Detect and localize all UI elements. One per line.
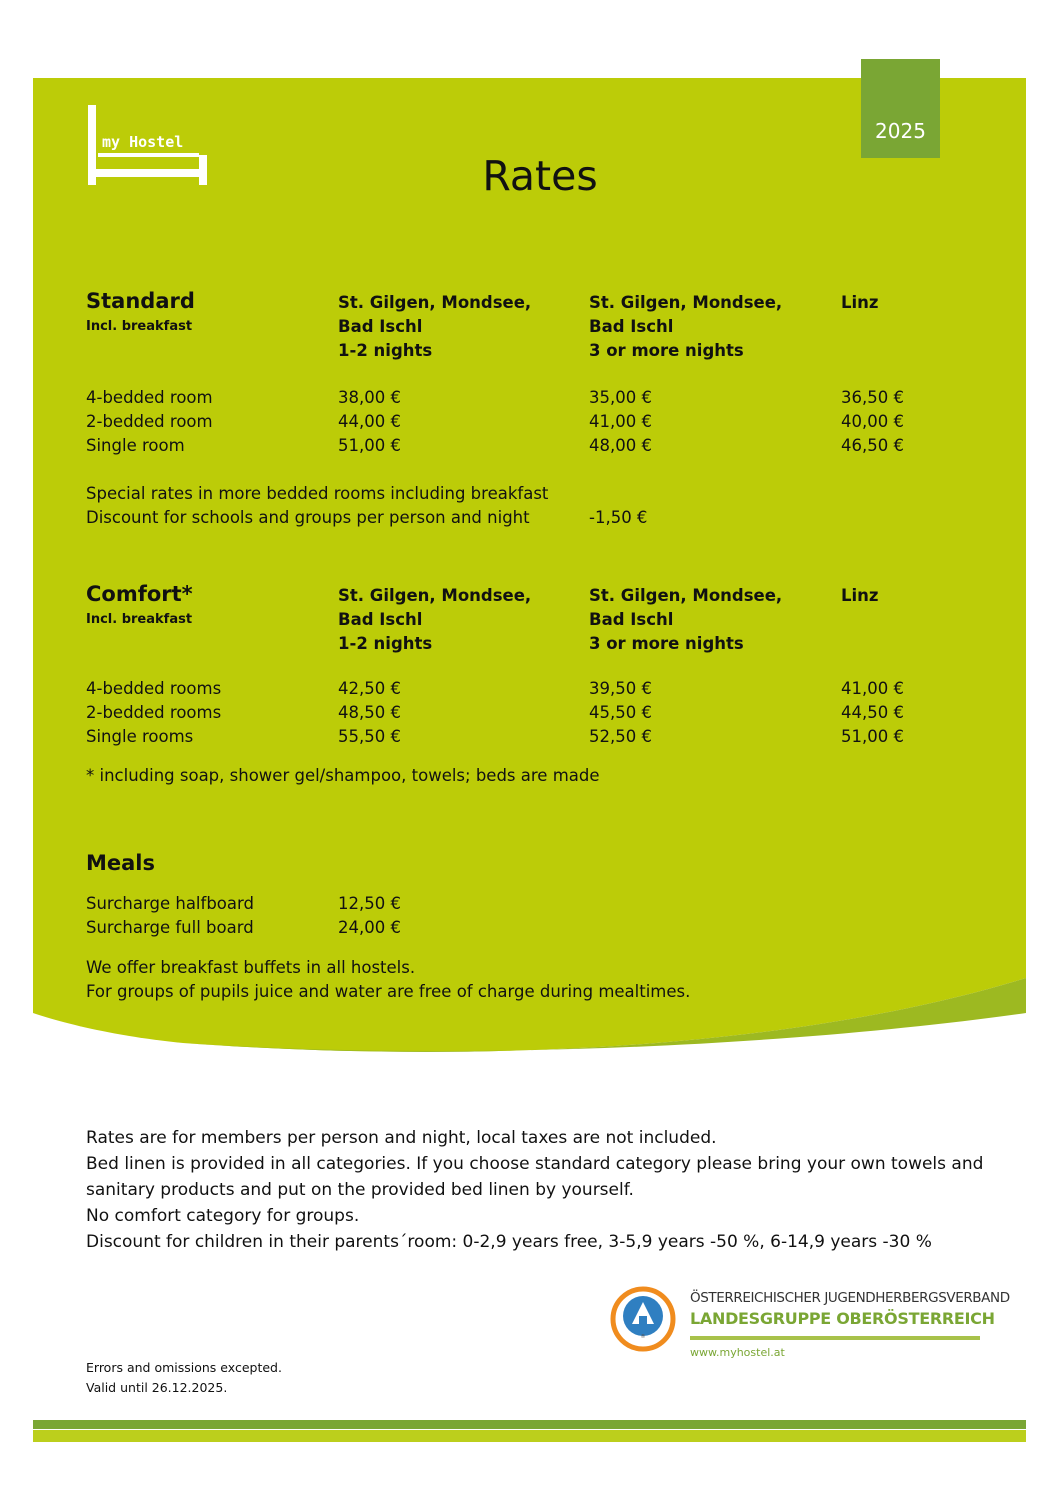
standard-row-v3: 36,50 € <box>841 388 904 407</box>
comfort-col2-line1: St. Gilgen, Mondsee, <box>338 586 532 605</box>
standard-col2-line1: St. Gilgen, Mondsee, <box>338 293 532 312</box>
note-line: No comfort category for groups. <box>86 1206 360 1226</box>
comfort-row-v3: 41,00 € <box>841 679 904 698</box>
standard-col3-line1: St. Gilgen, Mondsee, <box>589 293 783 312</box>
standard-discount-label: Discount for schools and groups per person and night <box>86 508 530 527</box>
comfort-row-label: 2-bedded rooms <box>86 703 222 722</box>
standard-row-v2: 35,00 € <box>589 388 652 407</box>
comfort-col2-line2: Bad Ischl <box>338 610 423 629</box>
comfort-row-v1: 48,50 € <box>338 703 401 722</box>
standard-row-v2: 48,00 € <box>589 436 652 455</box>
comfort-row-v1: 55,50 € <box>338 727 401 746</box>
meals-row-value: 12,50 € <box>338 894 401 913</box>
comfort-row-v2: 45,50 € <box>589 703 652 722</box>
comfort-col3-line3: 3 or more nights <box>589 634 744 653</box>
comfort-col3-line2: Bad Ischl <box>589 610 674 629</box>
youth-hostel-emblem-icon <box>610 1286 676 1352</box>
meals-row-value: 24,00 € <box>338 918 401 937</box>
standard-col2-line2: Bad Ischl <box>338 317 423 336</box>
comfort-col4: Linz <box>841 586 879 605</box>
comfort-footnote: * including soap, shower gel/shampoo, towels; beds are made <box>86 766 600 785</box>
comfort-row-label: 4-bedded rooms <box>86 679 222 698</box>
note-line: Discount for children in their parents´room: 0-2,9 years free, 3-5,9 years -50 %, 6-14,9 years -30 % <box>86 1232 932 1252</box>
standard-row-label: Single room <box>86 436 185 455</box>
standard-row-v3: 40,00 € <box>841 412 904 431</box>
org-subname: LANDESGRUPPE OBERÖSTERREICH <box>690 1309 995 1328</box>
comfort-row-v2: 52,50 € <box>589 727 652 746</box>
standard-row-v3: 46,50 € <box>841 436 904 455</box>
page-title: Rates <box>482 152 598 200</box>
year-tab <box>861 59 940 158</box>
organisation-block <box>610 1284 1010 1364</box>
standard-row-v1: 44,00 € <box>338 412 401 431</box>
footer-bar-dark <box>33 1420 1026 1429</box>
standard-row-label: 2-bedded room <box>86 412 213 431</box>
standard-row-label: 4-bedded room <box>86 388 213 407</box>
org-name: ÖSTERREICHISCHER JUGENDHERBERGSVERBAND <box>690 1290 1010 1306</box>
footer-bar-light <box>33 1430 1026 1442</box>
standard-special-note: Special rates in more bedded rooms including breakfast <box>86 484 549 503</box>
standard-col2-line3: 1-2 nights <box>338 341 433 360</box>
comfort-row-v1: 42,50 € <box>338 679 401 698</box>
note-line: Rates are for members per person and night, local taxes are not included. <box>86 1128 717 1148</box>
meals-note-2: For groups of pupils juice and water are free of charge during mealtimes. <box>86 982 691 1001</box>
meals-note-1: We offer breakfast buffets in all hostels. <box>86 958 416 977</box>
comfort-heading: Comfort* <box>86 582 193 606</box>
standard-row-v1: 51,00 € <box>338 436 401 455</box>
comfort-col3-line1: St. Gilgen, Mondsee, <box>589 586 783 605</box>
footer-line: Errors and omissions excepted. <box>86 1360 282 1375</box>
standard-row-v2: 41,00 € <box>589 412 652 431</box>
logo-text: my Hostel <box>102 133 184 151</box>
comfort-row-v2: 39,50 € <box>589 679 652 698</box>
standard-row-v1: 38,00 € <box>338 388 401 407</box>
footer-note <box>86 1358 282 1398</box>
standard-heading: Standard <box>86 289 195 313</box>
year-label: 2025 <box>875 119 926 143</box>
note-line: Bed linen is provided in all categories. If you choose standard category please bring your own towels and <box>86 1154 984 1174</box>
note-line: sanitary products and put on the provided bed linen by yourself. <box>86 1180 634 1200</box>
org-url[interactable]: www.myhostel.at <box>690 1346 785 1359</box>
comfort-sub: Incl. breakfast <box>86 612 193 627</box>
meals-heading: Meals <box>86 851 156 875</box>
standard-sub: Incl. breakfast <box>86 319 193 334</box>
svg-text:®: ® <box>640 1334 646 1340</box>
comfort-row-label: Single rooms <box>86 727 194 746</box>
comfort-row-v3: 44,50 € <box>841 703 904 722</box>
standard-col3-line2: Bad Ischl <box>589 317 674 336</box>
comfort-row-v3: 51,00 € <box>841 727 904 746</box>
meals-row-label: Surcharge halfboard <box>86 894 254 913</box>
meals-row-label: Surcharge full board <box>86 918 254 937</box>
org-divider <box>690 1336 980 1340</box>
footer-line: Valid until 26.12.2025. <box>86 1380 228 1395</box>
standard-col4: Linz <box>841 293 879 312</box>
standard-col3-line3: 3 or more nights <box>589 341 744 360</box>
comfort-col2-line3: 1-2 nights <box>338 634 433 653</box>
general-notes <box>86 1125 1016 1255</box>
standard-discount-value: -1,50 € <box>589 508 648 527</box>
